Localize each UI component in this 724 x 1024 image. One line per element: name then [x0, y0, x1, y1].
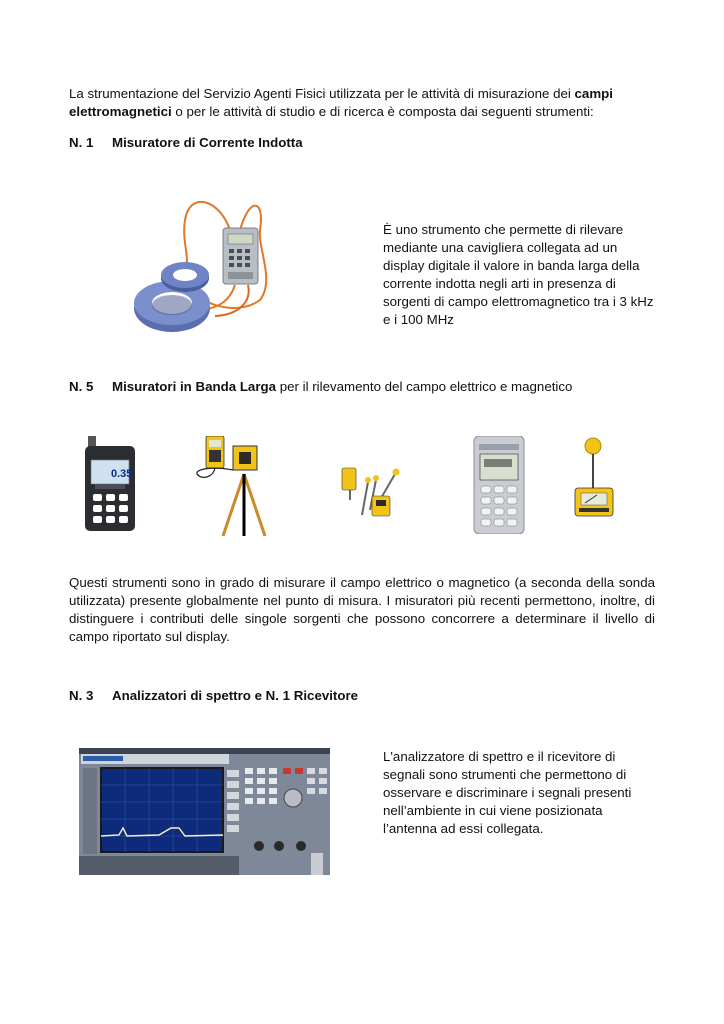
section2-title-bold: Misuratori in Banda Larga	[112, 379, 277, 394]
broadband-meter-image-5	[571, 436, 615, 518]
broadband-meter-image-2	[193, 436, 271, 536]
section2-title	[112, 378, 572, 396]
spectrum-analyzer-image	[79, 748, 330, 875]
section3-title: Analizzatori di spettro e N. 1 Ricevitore	[112, 688, 359, 703]
section3-number: N. 3	[69, 688, 94, 703]
section1-title: Misuratore di Corrente Indotta	[112, 135, 303, 150]
broadband-meter-image-4	[472, 436, 526, 534]
induced-current-meter-image	[130, 190, 280, 342]
section1-number: N. 1	[69, 135, 94, 150]
section2-number: N. 5	[69, 379, 94, 394]
intro-text: La strumentazione del Servizio Agenti Fisici utilizzata per le attività di misurazione dei	[69, 86, 575, 101]
section3-heading	[69, 687, 659, 705]
section1-description: È uno strumento che permette di rilevare mediante una cavigliera collegata ad un display digitale il valore in banda larga della corrente indotta negli arti in presenza di sorgenti di campo elettromagnetico tra i 3 kHz e i 100 MHz	[383, 222, 654, 327]
meter-display-reading: 0.35	[111, 468, 133, 480]
intro-bold-text: campi elettromagnetici	[69, 86, 613, 119]
intro-text-end: o per le attività di studio e di ricerca è composta dai seguenti strumenti:	[171, 104, 594, 119]
section1-heading	[69, 134, 659, 152]
intro-paragraph	[69, 85, 659, 121]
broadband-meter-image-3	[340, 460, 402, 522]
section2-description: Questi strumenti sono in grado di misurare il campo elettrico o magnetico (a seconda della sonda utilizzata) presente globalmente nel punto di misura. I misuratori più recenti permettono, inoltre, di distinguere i contributi delle singole sorgenti che possono concorrere a determinare il livello di campo riportato sul display.	[69, 575, 655, 644]
section2-title-rest: per il rilevamento del campo elettrico e magnetico	[276, 379, 573, 394]
broadband-meter-image-1	[83, 436, 137, 532]
section2-heading	[69, 378, 669, 396]
section3-description: L'analizzatore di spettro e il ricevitore di segnali sono strumenti che permettono di osservare e discriminare i segnali presenti nell’ambiente in cui viene posizionata l’antenna ad essi collegata.	[383, 749, 632, 836]
